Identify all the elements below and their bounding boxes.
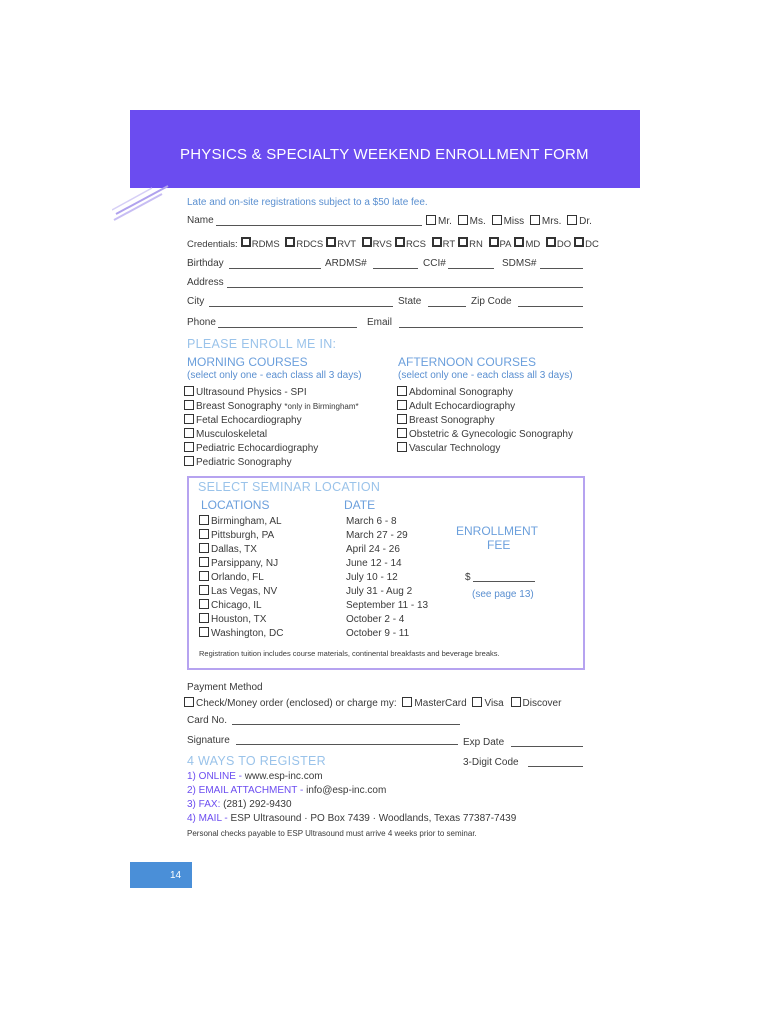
credentials-row [187, 237, 599, 251]
seminar-date: July 31 - Aug 2 [346, 586, 413, 597]
title-option-label: Ms. [469, 216, 486, 227]
credential-checkbox[interactable] [574, 237, 584, 247]
credential-label: DC [585, 239, 599, 250]
zip-field[interactable] [518, 306, 583, 307]
payment-label: Payment Method [187, 682, 263, 693]
name-label: Name [187, 215, 214, 226]
mail-label: 4) MAIL - [187, 813, 228, 824]
course-label: Adult Echocardiography [409, 401, 516, 412]
cci-label: CCI# [423, 258, 446, 269]
location-checkbox[interactable] [199, 529, 209, 539]
fee-heading-line1: ENROLLMENT [456, 524, 539, 538]
location-checkbox[interactable] [199, 627, 209, 637]
signature-label: Signature [187, 735, 230, 746]
course-label: Breast Sonography [409, 415, 495, 426]
course-label: Musculoskeletal [196, 429, 268, 440]
online-label: 1) ONLINE - [187, 771, 243, 782]
morning-note: (select only one - each class all 3 days) [187, 370, 362, 381]
course-checkbox[interactable] [184, 428, 194, 438]
exp-date-label: Exp Date [463, 737, 505, 748]
page-number: 14 [170, 870, 182, 881]
location-checkbox[interactable] [199, 515, 209, 525]
credential-checkbox[interactable] [432, 237, 442, 247]
title-checkbox[interactable] [426, 215, 436, 225]
credential-checkbox[interactable] [285, 237, 295, 247]
course-checkbox[interactable] [184, 400, 194, 410]
title-option-label: Mrs. [541, 216, 562, 227]
title-checkbox[interactable] [458, 215, 468, 225]
location-checkbox[interactable] [199, 599, 209, 609]
course-label: Pediatric Sonography [196, 457, 292, 468]
seminar-date: September 11 - 13 [346, 600, 429, 611]
credential-label: RVT [337, 239, 356, 250]
fee-see-page: (see page 13) [472, 589, 534, 600]
course-option[interactable] [397, 400, 515, 413]
location-label: Birmingham, AL [211, 516, 282, 527]
course-checkbox[interactable] [397, 386, 407, 396]
fax-label: 3) FAX: [187, 799, 221, 810]
register-fax [187, 799, 292, 811]
location-checkbox[interactable] [199, 557, 209, 567]
afternoon-note: (select only one - each class all 3 days) [398, 370, 573, 381]
mastercard-checkbox[interactable] [402, 697, 412, 707]
email-value[interactable]: info@esp-inc.com [306, 785, 387, 796]
credential-label: RT [442, 239, 456, 250]
form-title: PHYSICS & SPECIALTY WEEKEND ENROLLMENT FORM [180, 146, 589, 163]
enroll-heading: PLEASE ENROLL ME IN: [187, 337, 337, 351]
card-number-field[interactable] [232, 724, 460, 725]
course-option[interactable] [397, 414, 495, 427]
course-label: Obstetric & Gynecologic Sonography [409, 429, 573, 440]
card-number-label: Card No. [187, 715, 228, 726]
credential-label: RVS [372, 239, 392, 250]
city-label: City [187, 296, 205, 307]
course-option[interactable] [397, 442, 500, 455]
location-label: Las Vegas, NV [211, 586, 278, 597]
credential-checkbox[interactable] [326, 237, 336, 247]
seminar-date: June 12 - 14 [346, 558, 402, 569]
course-checkbox[interactable] [184, 386, 194, 396]
location-option[interactable] [199, 627, 283, 640]
address-field[interactable] [227, 287, 583, 288]
ardms-label: ARDMS# [325, 258, 367, 269]
page-number-tab [130, 862, 192, 888]
check-label: Check/Money order (enclosed) or charge my: [196, 698, 397, 709]
title-checkbox[interactable] [567, 215, 577, 225]
credential-label: MD [525, 239, 541, 250]
title-checkbox[interactable] [530, 215, 540, 225]
credential-checkbox[interactable] [546, 237, 556, 247]
register-mail [187, 813, 516, 825]
afternoon-heading: AFTERNOON COURSES [398, 355, 537, 369]
course-label: Pediatric Echocardiography [196, 443, 319, 454]
mastercard-label: MasterCard [414, 698, 467, 709]
late-fee-note: Late and on-site registrations subject to a $50 late fee. [187, 197, 428, 208]
course-label: Vascular Technology [409, 443, 501, 454]
course-option[interactable] [184, 442, 318, 455]
location-option[interactable] [199, 585, 277, 598]
online-value[interactable]: www.esp-inc.com [244, 771, 323, 782]
sdms-field[interactable] [540, 268, 583, 269]
location-option[interactable] [199, 515, 282, 528]
discover-checkbox[interactable] [511, 697, 521, 707]
credential-checkbox[interactable] [241, 237, 251, 247]
address-label: Address [187, 277, 224, 288]
credential-checkbox[interactable] [458, 237, 468, 247]
location-option[interactable] [199, 613, 266, 626]
title-option-label: Mr. [438, 216, 452, 227]
fax-value: (281) 292-9430 [223, 799, 292, 810]
course-checkbox[interactable] [184, 442, 194, 452]
state-label: State [398, 296, 422, 307]
discover-label: Discover [522, 698, 562, 709]
register-email [187, 785, 386, 797]
location-label: Orlando, FL [211, 572, 264, 583]
mail-value: ESP Ultrasound · PO Box 7439 · Woodlands, Texas 77387-7439 [230, 813, 517, 824]
visa-label: Visa [484, 698, 504, 709]
email-attachment-label: 2) EMAIL ATTACHMENT - [187, 785, 304, 796]
credential-label: RN [469, 239, 483, 250]
register-online [187, 771, 323, 783]
course-option[interactable] [184, 456, 292, 469]
city-field[interactable] [209, 306, 393, 307]
register-heading: 4 WAYS TO REGISTER [187, 754, 326, 768]
name-field[interactable] [216, 225, 422, 226]
fee-heading-line2: FEE [487, 538, 511, 552]
location-label: Pittsburgh, PA [211, 530, 275, 541]
seminar-date: October 9 - 11 [346, 628, 410, 639]
location-checkbox[interactable] [199, 543, 209, 553]
location-option[interactable] [199, 571, 264, 584]
credential-checkbox[interactable] [514, 237, 524, 247]
payment-options [184, 697, 561, 710]
cci-field[interactable] [448, 268, 494, 269]
email-label: Email [367, 317, 393, 328]
ardms-field[interactable] [373, 268, 418, 269]
phone-field[interactable] [218, 327, 357, 328]
credential-checkbox[interactable] [489, 237, 499, 247]
tuition-note: Registration tuition includes course materials, continental breakfasts and beverage breaks. [199, 649, 500, 658]
sdms-label: SDMS# [502, 258, 537, 269]
location-checkbox[interactable] [199, 571, 209, 581]
course-option[interactable] [184, 414, 302, 427]
credential-checkbox[interactable] [395, 237, 405, 247]
credential-label: RDMS [251, 239, 280, 250]
course-option[interactable] [184, 400, 359, 413]
date-heading: DATE [344, 498, 376, 512]
course-checkbox[interactable] [397, 414, 407, 424]
seminar-date: April 24 - 26 [346, 544, 400, 555]
phone-label: Phone [187, 317, 216, 328]
credential-label: DO [556, 239, 572, 250]
decorative-stripes [112, 182, 172, 222]
location-label: Chicago, IL [211, 600, 262, 611]
title-checkbox[interactable] [492, 215, 502, 225]
credentials-label: Credentials: [187, 239, 238, 250]
course-option[interactable] [184, 386, 307, 399]
course-label: Abdominal Sonography [409, 387, 513, 398]
location-option[interactable] [199, 529, 274, 542]
credential-checkbox[interactable] [362, 237, 372, 247]
course-option[interactable] [397, 428, 573, 441]
course-option[interactable] [184, 428, 267, 441]
course-checkbox[interactable] [397, 428, 407, 438]
title-option-label: Miss [503, 216, 525, 227]
location-label: Parsippany, NJ [211, 558, 279, 569]
code-label: 3-Digit Code [463, 757, 519, 768]
code-field[interactable] [528, 766, 583, 767]
visa-checkbox[interactable] [472, 697, 482, 707]
seminar-date: October 2 - 4 [346, 614, 405, 625]
zip-label: Zip Code [471, 296, 512, 307]
birmingham-note: *only in Birmingham* [284, 402, 359, 411]
course-checkbox[interactable] [184, 456, 194, 466]
morning-heading: MORNING COURSES [187, 355, 308, 369]
location-option[interactable] [199, 599, 262, 612]
course-checkbox[interactable] [397, 442, 407, 452]
birthday-label: Birthday [187, 258, 224, 269]
check-checkbox[interactable] [184, 697, 194, 707]
exp-date-field[interactable] [511, 746, 583, 747]
course-checkbox[interactable] [184, 414, 194, 424]
seminar-date: July 10 - 12 [346, 572, 398, 583]
seminar-heading: SELECT SEMINAR LOCATION [198, 480, 381, 494]
signature-field[interactable] [236, 744, 458, 745]
email-field[interactable] [399, 327, 583, 328]
locations-heading: LOCATIONS [201, 498, 270, 512]
fee-dollar-sign: $ [465, 572, 471, 583]
location-option[interactable] [199, 557, 278, 570]
location-checkbox[interactable] [199, 613, 209, 623]
birthday-field[interactable] [229, 268, 321, 269]
title-options [426, 215, 592, 228]
title-option-label: Dr. [579, 216, 592, 227]
course-label: Breast Sonography [196, 401, 282, 412]
location-option[interactable] [199, 543, 257, 556]
seminar-date: March 27 - 29 [346, 530, 408, 541]
course-label: Ultrasound Physics - SPI [196, 387, 307, 398]
location-label: Dallas, TX [211, 544, 257, 555]
credential-label: RDCS [296, 239, 324, 250]
location-label: Houston, TX [211, 614, 267, 625]
state-field[interactable] [428, 306, 466, 307]
course-option[interactable] [397, 386, 513, 399]
credential-label: RCS [405, 239, 426, 250]
course-checkbox[interactable] [397, 400, 407, 410]
seminar-date: March 6 - 8 [346, 516, 397, 527]
credential-label: PA [499, 239, 512, 250]
fee-amount-field[interactable] [473, 581, 535, 582]
location-label: Washington, DC [211, 628, 284, 639]
course-label: Fetal Echocardiography [196, 415, 302, 426]
location-checkbox[interactable] [199, 585, 209, 595]
checks-note: Personal checks payable to ESP Ultrasound must arrive 4 weeks prior to seminar. [187, 829, 477, 838]
